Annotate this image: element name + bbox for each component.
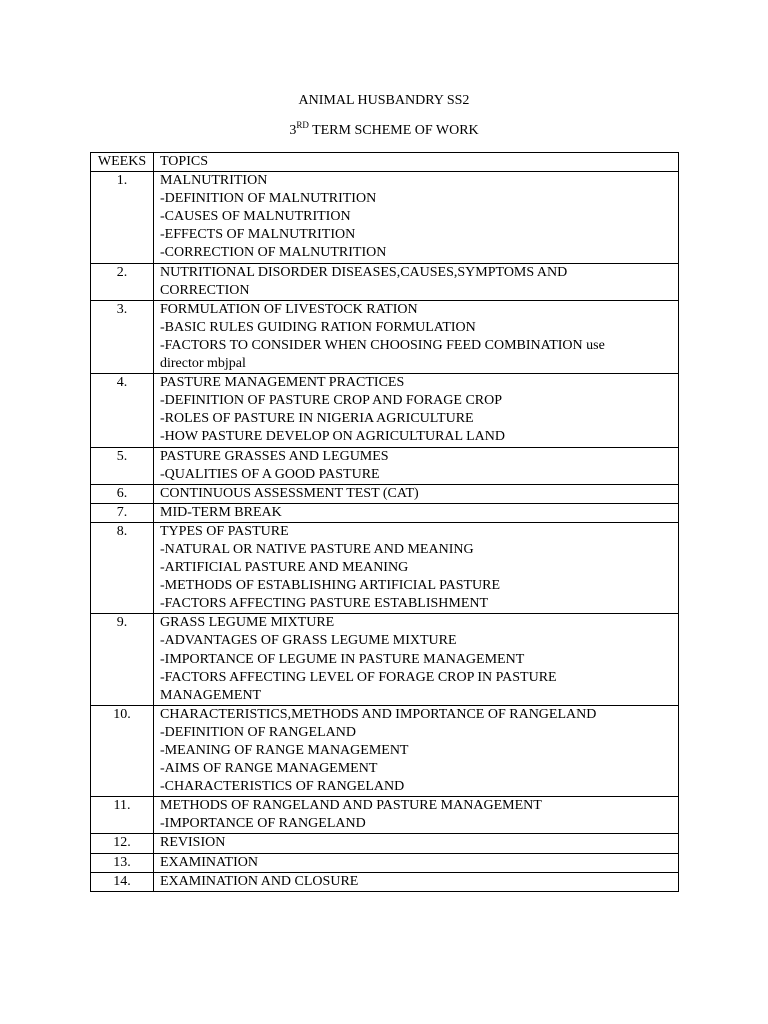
topic-heading: TYPES OF PASTURE	[160, 523, 289, 539]
topic-heading: PASTURE GRASSES AND LEGUMES	[160, 448, 389, 464]
topic-subitem: CORRECTION	[160, 282, 250, 298]
week-number-cell: 13.	[91, 853, 154, 872]
table-row	[91, 447, 679, 484]
table-row	[91, 300, 679, 373]
table-row	[91, 172, 679, 263]
topic-subitem: -IMPORTANCE OF RANGELAND	[160, 816, 366, 832]
topic-heading: CHARACTERISTICS,METHODS AND IMPORTANCE OF RANGELAND	[160, 706, 597, 722]
week-number-cell: 7.	[91, 503, 154, 522]
week-number-cell: 9.	[91, 614, 154, 705]
weeks-column-header: WEEKS	[91, 153, 154, 172]
topic-subitem: -DEFINITION OF PASTURE CROP AND FORAGE CROP	[160, 393, 503, 409]
topic-subitem: -NATURAL OR NATIVE PASTURE AND MEANING	[160, 541, 474, 557]
topic-heading: PASTURE MANAGEMENT PRACTICES	[160, 375, 405, 391]
topics-column-header: TOPICS	[154, 153, 679, 172]
week-number-cell: 3.	[91, 300, 154, 373]
week-number-cell: 12.	[91, 834, 154, 853]
table-row	[91, 484, 679, 503]
topics-cell	[154, 834, 679, 853]
week-number-cell: 11.	[91, 797, 154, 834]
topic-subitem: -BASIC RULES GUIDING RATION FORMULATION	[160, 319, 476, 335]
topic-subitem: -ADVANTAGES OF GRASS LEGUME MIXTURE	[160, 633, 457, 649]
topic-subitem: director mbjpal	[160, 356, 246, 372]
topic-subitem: -CHARACTERISTICS OF RANGELAND	[160, 779, 405, 795]
topic-subitem: -EFFECTS OF MALNUTRITION	[160, 227, 356, 243]
table-header-row	[91, 153, 679, 172]
topics-cell	[154, 872, 679, 891]
topic-heading: METHODS OF RANGELAND AND PASTURE MANAGEMENT	[160, 798, 542, 814]
subtitle-term-number: 3	[289, 123, 297, 138]
topics-cell	[154, 374, 679, 447]
document-title: ANIMAL HUSBANDRY SS2	[298, 93, 470, 108]
topics-cell	[154, 705, 679, 796]
subtitle-text: TERM SCHEME OF WORK	[308, 123, 479, 138]
topics-cell	[154, 503, 679, 522]
week-number-cell: 5.	[91, 447, 154, 484]
topic-subitem: -CAUSES OF MALNUTRITION	[160, 209, 351, 225]
topics-cell	[154, 484, 679, 503]
topic-heading: REVISION	[160, 835, 226, 851]
topic-subitem: -DEFINITION OF RANGELAND	[160, 724, 356, 740]
topics-cell	[154, 614, 679, 705]
topic-heading: MALNUTRITION	[160, 173, 268, 189]
topic-subitem: -FACTORS AFFECTING LEVEL OF FORAGE CROP IN PASTURE	[160, 669, 557, 685]
topic-subitem: -QUALITIES OF A GOOD PASTURE	[160, 466, 380, 482]
topic-heading: EXAMINATION AND CLOSURE	[160, 873, 359, 889]
week-number-cell: 6.	[91, 484, 154, 503]
table-row	[91, 614, 679, 705]
topic-subitem: -ROLES OF PASTURE IN NIGERIA AGRICULTURE	[160, 411, 474, 427]
table-row	[91, 872, 679, 891]
table-row	[91, 797, 679, 834]
table-row	[91, 834, 679, 853]
table-row	[91, 705, 679, 796]
topics-cell	[154, 797, 679, 834]
topics-cell	[154, 263, 679, 300]
topic-subitem: -FACTORS TO CONSIDER WHEN CHOOSING FEED COMBINATION use	[160, 337, 605, 353]
table-row	[91, 522, 679, 613]
week-number-cell: 10.	[91, 705, 154, 796]
topic-subitem: MANAGEMENT	[160, 687, 262, 703]
topic-heading: FORMULATION OF LIVESTOCK RATION	[160, 301, 418, 317]
table-row	[91, 503, 679, 522]
topic-heading: CONTINUOUS ASSESSMENT TEST (CAT)	[160, 485, 419, 501]
topics-cell	[154, 447, 679, 484]
topic-subitem: -CORRECTION OF MALNUTRITION	[160, 245, 387, 261]
scheme-of-work-table	[90, 152, 679, 892]
topic-subitem: -AIMS OF RANGE MANAGEMENT	[160, 761, 378, 777]
topics-cell	[154, 522, 679, 613]
topic-subitem: -IMPORTANCE OF LEGUME IN PASTURE MANAGEMENT	[160, 651, 525, 667]
week-number-cell: 14.	[91, 872, 154, 891]
topics-cell	[154, 300, 679, 373]
topic-subitem: -HOW PASTURE DEVELOP ON AGRICULTURAL LAND	[160, 429, 505, 445]
topic-subitem: -DEFINITION OF MALNUTRITION	[160, 191, 377, 207]
table-row	[91, 853, 679, 872]
table-row	[91, 263, 679, 300]
topic-heading: EXAMINATION	[160, 854, 258, 870]
topic-subitem: -METHODS OF ESTABLISHING ARTIFICIAL PASTURE	[160, 578, 501, 594]
week-number-cell: 4.	[91, 374, 154, 447]
week-number-cell: 8.	[91, 522, 154, 613]
topics-cell	[154, 853, 679, 872]
topic-heading: GRASS LEGUME MIXTURE	[160, 615, 335, 631]
document-subtitle	[0, 122, 768, 140]
subtitle-ordinal-suffix: RD	[296, 120, 309, 130]
week-number-cell: 2.	[91, 263, 154, 300]
scheme-table-body	[91, 153, 679, 892]
topics-cell	[154, 172, 679, 263]
topic-subitem: -FACTORS AFFECTING PASTURE ESTABLISHMENT	[160, 596, 489, 612]
topic-heading: NUTRITIONAL DISORDER DISEASES,CAUSES,SYMPTOMS AND	[160, 264, 568, 280]
topic-heading: MID-TERM BREAK	[160, 504, 282, 520]
topic-subitem: -ARTIFICIAL PASTURE AND MEANING	[160, 560, 409, 576]
week-number-cell: 1.	[91, 172, 154, 263]
table-row	[91, 374, 679, 447]
topic-subitem: -MEANING OF RANGE MANAGEMENT	[160, 743, 409, 758]
